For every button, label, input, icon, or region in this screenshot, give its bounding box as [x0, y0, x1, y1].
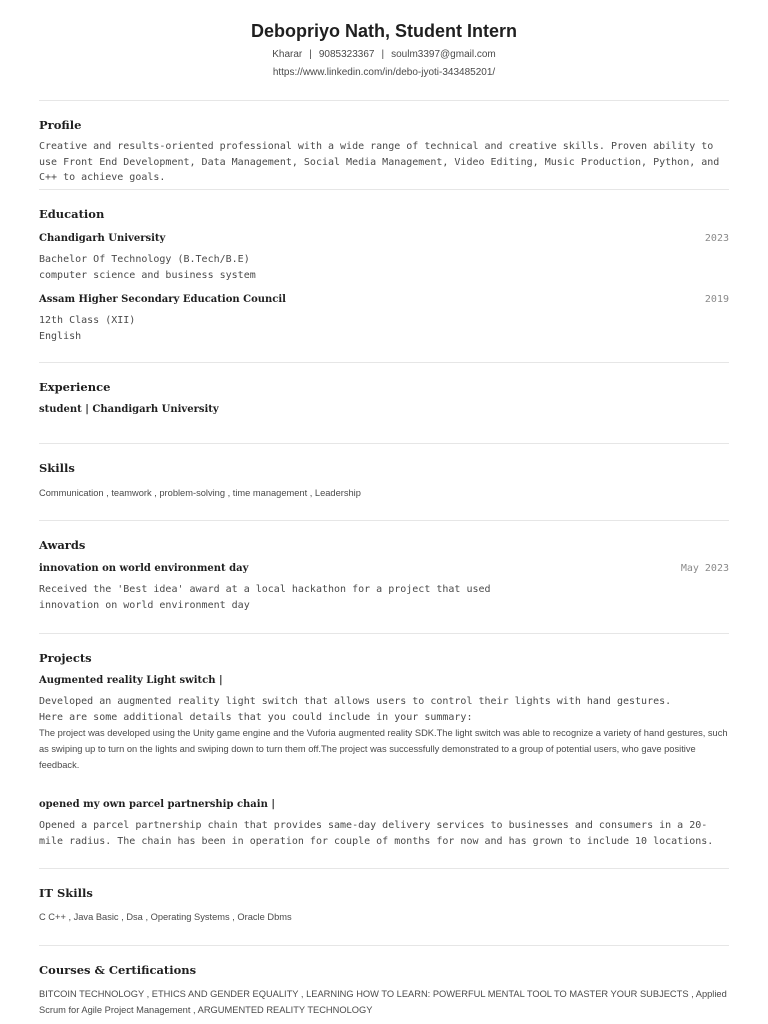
divider — [39, 189, 729, 190]
courses-list: BITCOIN TECHNOLOGY , ETHICS AND GENDER EQUALITY , LEARNING HOW TO LEARN: POWERFUL MENTAL TOOL TO MASTER YOUR SUBJECTS , Applied Scrum for Agile Project Management , ARGUMENTED REALITY TECHNOLOGY — [39, 989, 727, 1015]
resume-header — [0, 0, 768, 80]
field: English — [39, 330, 82, 342]
year: 2023 — [704, 233, 729, 244]
project-name: Augmented reality Light switch | — [39, 675, 223, 686]
award-date: May 2023 — [680, 563, 729, 574]
section-courses — [39, 962, 729, 1018]
section-title: Profile — [39, 118, 82, 132]
divider — [39, 868, 729, 869]
project-details: The project was developed using the Unity game engine and the Vuforia augmented reality SDK.The light switch was able to recognize a variety of hand gestures, such as swiping up to turn on the lights and swiping down to turn them off.The project was successfully demonstrated to a group of potential users, who gave positive feedback. — [39, 728, 728, 770]
divider — [39, 520, 729, 521]
divider — [39, 633, 729, 634]
section-title: Experience — [39, 380, 111, 394]
divider — [39, 362, 729, 363]
section-title: Projects — [39, 651, 92, 665]
section-title: Skills — [39, 461, 75, 475]
project-summary-note: Here are some additional details that you could include in your summary: — [39, 711, 473, 723]
institution: Chandigarh University — [39, 233, 166, 244]
divider — [39, 100, 729, 101]
location: Kharar — [272, 49, 303, 60]
phone: 9085323367 — [318, 49, 375, 60]
education-entry — [39, 232, 729, 283]
institution: Assam Higher Secondary Education Council — [39, 294, 286, 305]
section-education — [39, 206, 729, 342]
section-awards — [39, 537, 729, 611]
education-entry — [39, 293, 729, 344]
section-skills — [39, 460, 729, 501]
degree: 12th Class (XII) — [39, 315, 136, 326]
degree: Bachelor Of Technology (B.Tech/B.E) — [39, 254, 250, 265]
section-title: Awards — [39, 538, 86, 552]
award-entry — [39, 562, 729, 613]
field: computer science and business system — [39, 269, 256, 281]
divider — [39, 945, 729, 946]
separator: | — [309, 49, 312, 60]
experience-role: student | Chandigarh University — [39, 404, 219, 415]
candidate-name: Debopriyo Nath, Student Intern — [250, 21, 517, 41]
section-title: IT Skills — [39, 886, 93, 900]
divider — [39, 443, 729, 444]
section-experience — [39, 379, 729, 417]
email-link[interactable]: soulm3397@gmail.com — [391, 49, 496, 60]
skills-list: Communication , teamwork , problem-solving , time management , Leadership — [39, 488, 361, 498]
contact-line — [0, 48, 768, 62]
profile-text: Creative and results-oriented professional with a wide range of technical and creative skills. Proven ability to use Front End Development, Data Management, Social Media Management, Video Editing, Music Production, Python, and C++ to achieve goals. — [39, 141, 720, 183]
award-description: Received the 'Best idea' award at a local hackathon for a project that used innovation on world environment day — [39, 584, 491, 611]
project-entry — [39, 674, 729, 773]
project-entry — [39, 798, 729, 849]
section-projects — [39, 650, 729, 847]
it-skills-list: C C++ , Java Basic , Dsa , Operating Systems , Oracle Dbms — [39, 912, 292, 922]
section-title: Courses & Certifications — [39, 963, 197, 977]
project-summary: Opened a parcel partnership chain that provides same-day delivery services to businesses and consumers in a 20-mile radius. The chain has been in operation for couple of months for now and has grown to include 10 locations. — [39, 820, 714, 847]
section-it-skills — [39, 885, 729, 925]
award-name: innovation on world environment day — [39, 563, 249, 574]
linkedin-link[interactable]: https://www.linkedin.com/in/debo-jyoti-343485201/ — [272, 67, 496, 78]
year: 2019 — [704, 294, 729, 305]
section-profile — [39, 117, 729, 186]
project-summary: Developed an augmented reality light switch that allows users to control their lights with hand gestures. — [39, 696, 672, 707]
section-title: Education — [39, 207, 105, 221]
separator: | — [381, 49, 385, 60]
project-name: opened my own parcel partnership chain | — [39, 799, 275, 810]
